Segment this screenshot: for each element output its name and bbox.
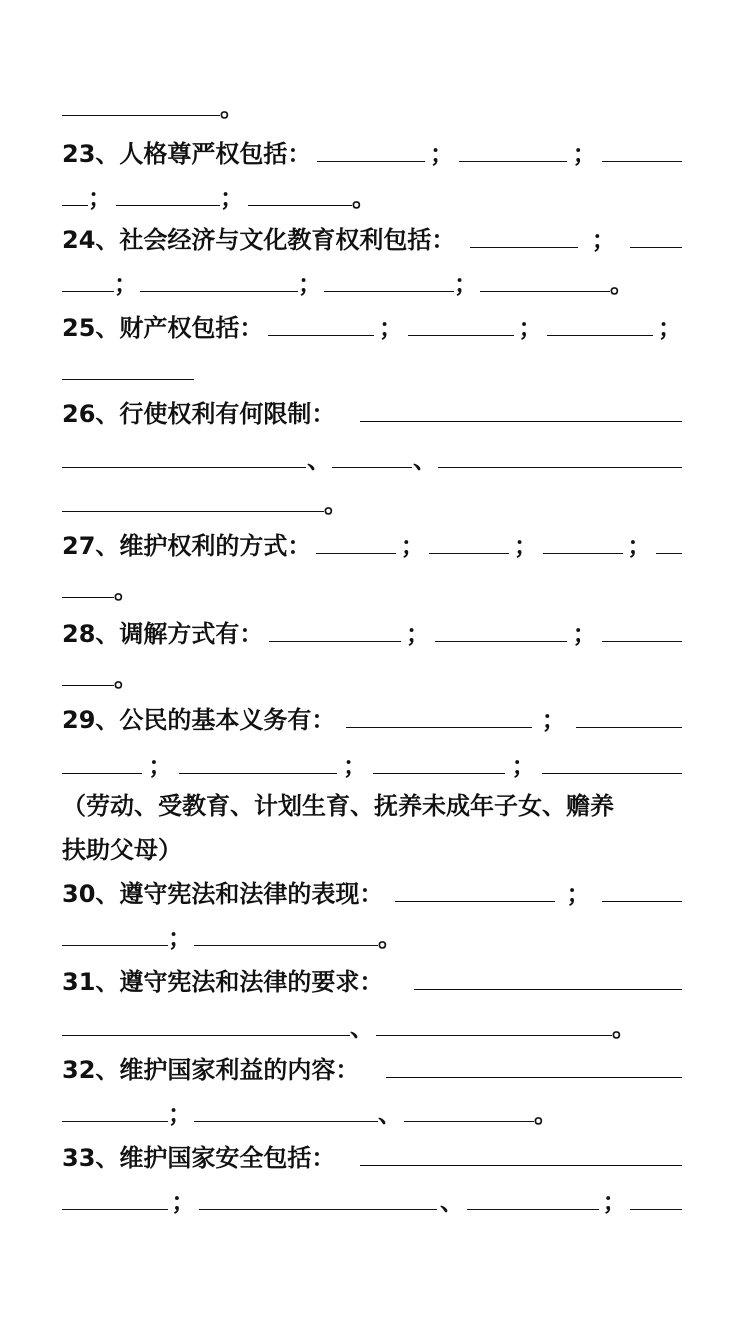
q29-note-line-2 <box>62 830 682 870</box>
answer-blank[interactable] <box>62 663 114 686</box>
answer-blank[interactable] <box>543 531 623 554</box>
answer-blank[interactable] <box>116 183 220 206</box>
answer-blank[interactable] <box>404 1099 534 1122</box>
answer-blank[interactable] <box>542 751 682 774</box>
answer-blank[interactable] <box>324 269 454 292</box>
period: 。 <box>534 1100 558 1128</box>
answer-blank[interactable] <box>408 313 514 336</box>
answer-blank[interactable] <box>438 445 682 468</box>
q32-line-2 <box>62 1094 682 1134</box>
q25-label: 25、财产权包括： <box>62 314 264 342</box>
separator: ； <box>541 706 566 734</box>
separator: ； <box>566 880 591 908</box>
answer-blank[interactable] <box>414 967 682 990</box>
separator: 、 <box>413 446 437 474</box>
period: 。 <box>378 924 402 952</box>
answer-blank[interactable] <box>376 1013 612 1036</box>
q33-line-1 <box>62 1138 682 1178</box>
separator: ； <box>342 752 367 780</box>
separator: ； <box>572 140 597 168</box>
separator: ； <box>168 924 192 952</box>
q33-line-2 <box>62 1182 682 1222</box>
separator: ； <box>406 620 431 648</box>
answer-blank[interactable] <box>62 445 306 468</box>
q24-label: 24、社会经济与文化教育权利包括： <box>62 226 456 254</box>
answer-blank[interactable] <box>360 399 682 422</box>
separator: ； <box>454 270 478 298</box>
separator: ； <box>430 140 455 168</box>
period: 。 <box>352 184 376 212</box>
separator: ； <box>148 752 173 780</box>
period: 。 <box>610 270 634 298</box>
q26-label: 26、行使权利有何限制： <box>62 400 336 428</box>
answer-blank[interactable] <box>62 183 88 206</box>
separator: ； <box>88 184 112 212</box>
separator: ； <box>658 314 682 342</box>
q28-line-1 <box>62 614 682 654</box>
answer-blank[interactable] <box>316 531 396 554</box>
period: 。 <box>114 664 138 692</box>
answer-blank[interactable] <box>62 923 168 946</box>
q31-line-2 <box>62 1008 682 1048</box>
q26-line-2 <box>62 440 682 480</box>
answer-blank[interactable] <box>62 93 220 116</box>
separator: ； <box>591 226 616 254</box>
period: 。 <box>114 576 138 604</box>
q31-label: 31、遵守宪法和法律的要求： <box>62 968 384 996</box>
q29-label: 29、公民的基本义务有： <box>62 706 336 734</box>
q26-line-3 <box>62 484 682 524</box>
answer-blank[interactable] <box>602 879 682 902</box>
q31-line-1 <box>62 962 682 1002</box>
answer-blank[interactable] <box>62 1187 168 1210</box>
q27-line-1 <box>62 526 682 566</box>
separator: ； <box>114 270 138 298</box>
answer-blank[interactable] <box>656 531 682 554</box>
q29-line-1 <box>62 700 682 740</box>
answer-blank[interactable] <box>470 225 578 248</box>
separator: 、 <box>378 1100 402 1128</box>
answer-blank[interactable] <box>268 313 374 336</box>
period: 。 <box>612 1014 636 1042</box>
answer-blank[interactable] <box>576 705 682 728</box>
answer-blank[interactable] <box>602 619 682 642</box>
q29-note: （劳动、受教育、计划生育、抚养未成年子女、赡养 <box>62 792 614 820</box>
separator: ； <box>602 1188 627 1216</box>
answer-blank[interactable] <box>62 269 114 292</box>
answer-blank[interactable] <box>199 1187 437 1210</box>
answer-blank[interactable] <box>194 1099 378 1122</box>
q29-line-2 <box>62 746 682 786</box>
q28-label: 28、调解方式有： <box>62 620 264 648</box>
separator: ； <box>511 752 536 780</box>
q30-line-1 <box>62 874 682 914</box>
answer-blank[interactable] <box>62 489 324 512</box>
answer-blank[interactable] <box>194 923 378 946</box>
answer-blank[interactable] <box>140 269 298 292</box>
q23-line-2 <box>62 178 682 218</box>
separator: ； <box>514 532 539 560</box>
separator: ； <box>168 1100 192 1128</box>
answer-blank[interactable] <box>62 1099 168 1122</box>
separator: ； <box>298 270 322 298</box>
answer-blank[interactable] <box>248 183 352 206</box>
answer-blank[interactable] <box>435 619 567 642</box>
answer-blank[interactable] <box>467 1187 599 1210</box>
q29-note-line-1 <box>62 786 682 826</box>
period: 。 <box>220 94 244 122</box>
q27-line-2 <box>62 570 682 610</box>
q32-label: 32、维护国家利益的内容： <box>62 1056 360 1084</box>
separator: ； <box>572 620 597 648</box>
answer-blank[interactable] <box>429 531 509 554</box>
q30-label: 30、遵守宪法和法律的表现： <box>62 880 384 908</box>
answer-blank[interactable] <box>395 879 555 902</box>
answer-blank[interactable] <box>547 313 653 336</box>
answer-blank[interactable] <box>179 751 337 774</box>
separator: ； <box>220 184 244 212</box>
q33-label: 33、维护国家安全包括： <box>62 1144 336 1172</box>
q25-line-1 <box>62 308 682 348</box>
answer-blank[interactable] <box>317 139 425 162</box>
answer-blank[interactable] <box>602 139 682 162</box>
separator: 、 <box>307 446 331 474</box>
answer-blank[interactable] <box>630 1187 682 1210</box>
answer-blank[interactable] <box>332 445 412 468</box>
answer-blank[interactable] <box>62 1013 350 1036</box>
q23-line-1 <box>62 134 682 174</box>
answer-blank[interactable] <box>459 139 567 162</box>
q24-line-1 <box>62 220 682 260</box>
q29-note: 扶助父母） <box>62 836 182 864</box>
q28-line-2 <box>62 658 682 698</box>
answer-blank[interactable] <box>630 225 682 248</box>
answer-blank[interactable] <box>269 619 401 642</box>
answer-blank[interactable] <box>360 1143 682 1166</box>
q32-line-1 <box>62 1050 682 1090</box>
separator: ； <box>378 314 403 342</box>
answer-blank[interactable] <box>62 357 194 380</box>
answer-blank[interactable] <box>62 751 142 774</box>
separator: ； <box>518 314 543 342</box>
q27-label: 27、维护权利的方式： <box>62 532 312 560</box>
answer-blank[interactable] <box>480 269 610 292</box>
separator: 、 <box>350 1014 374 1042</box>
separator: 、 <box>439 1188 464 1216</box>
answer-blank[interactable] <box>346 705 532 728</box>
answer-blank[interactable] <box>62 575 114 598</box>
q26-line-1 <box>62 394 682 434</box>
q25-line-2 <box>62 352 682 392</box>
separator: ； <box>171 1188 196 1216</box>
answer-blank[interactable] <box>386 1055 682 1078</box>
q22-tail-line <box>62 88 682 128</box>
separator: ； <box>627 532 652 560</box>
answer-blank[interactable] <box>373 751 505 774</box>
period: 。 <box>324 490 348 518</box>
q24-line-2 <box>62 264 682 304</box>
separator: ； <box>400 532 425 560</box>
q30-line-2 <box>62 918 682 958</box>
q23-label: 23、人格尊严权包括： <box>62 140 312 168</box>
